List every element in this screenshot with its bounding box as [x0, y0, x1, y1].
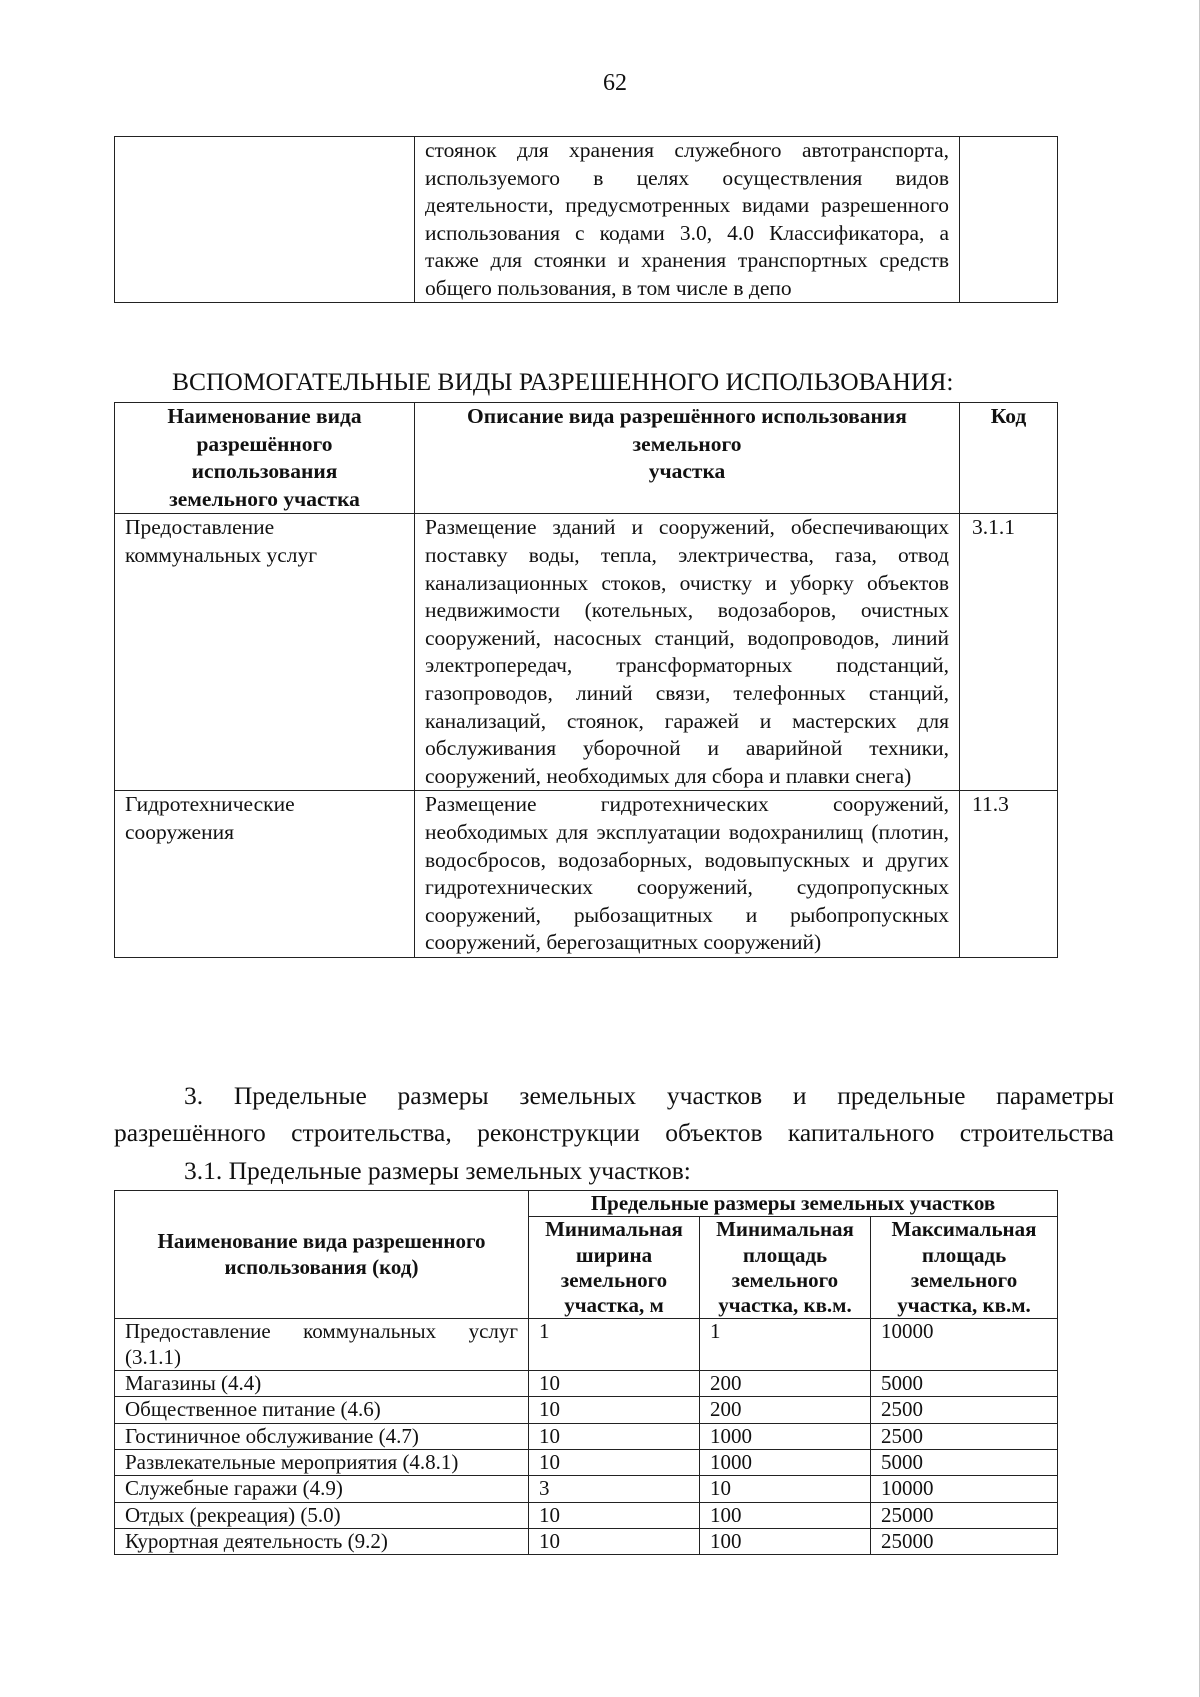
table-row: [115, 1319, 1058, 1371]
code-cell: 3.1.1: [960, 514, 1058, 791]
name-cell: Гостиничное обслуживание (4.7): [115, 1423, 529, 1449]
name-cell: Развлекательные мероприятия (4.8.1): [115, 1449, 529, 1475]
header-name: Наименование вида разрешенного использования (код): [115, 1191, 529, 1319]
table-row: [115, 791, 1058, 958]
header-line: земельного участка: [169, 486, 360, 511]
table-row: [115, 1423, 1058, 1449]
max-area-cell: 2500: [871, 1423, 1058, 1449]
min-area-cell: 100: [700, 1502, 871, 1528]
description-cell: Размещение зданий и сооружений, обеспечивающих поставку воды, тепла, электричества, газа, отвод канализационных стоков, очистку и уборку объектов недвижимости (котельных, водозаборов, очистных сооружений, насосных станций, водопроводов, линий электропередач, трансформаторных подстанций, газопроводов, линий связи, телефонных станций, канализаций, стоянок, гаражей и мастерских для обслуживания уборочной и аварийной техники, сооружений, необходимых для сбора и плавки снега): [415, 514, 960, 791]
section-3-1-title: 3.1. Предельные размеры земельных участков:: [184, 1156, 691, 1185]
name-cell: Предоставление коммунальных услуг: [115, 514, 415, 791]
name-cell: [115, 137, 415, 303]
header-line: Наименование вида: [167, 404, 362, 428]
min-area-cell: 10: [700, 1476, 871, 1502]
min-width-cell: 1: [529, 1319, 700, 1371]
min-area-cell: 200: [700, 1397, 871, 1423]
max-area-cell: 5000: [871, 1371, 1058, 1397]
table-row: [115, 1528, 1058, 1554]
min-area-cell: 200: [700, 1371, 871, 1397]
code-cell: 11.3: [960, 791, 1058, 958]
max-area-cell: 25000: [871, 1528, 1058, 1554]
name-cell: Курортная деятельность (9.2): [115, 1528, 529, 1554]
table-row: [115, 1476, 1058, 1502]
min-width-cell: 3: [529, 1476, 700, 1502]
header-line: участка: [648, 459, 726, 484]
max-area-cell: 5000: [871, 1449, 1058, 1475]
table-header-row: [115, 1191, 1058, 1217]
header-max-area: Максимальная площадь земельного участка, кв.м.: [871, 1217, 1058, 1319]
section-3-line-1: 3. Предельные размеры земельных участков и предельные параметры: [184, 1081, 1114, 1110]
table-header-row: [115, 403, 1058, 514]
auxiliary-table: [114, 402, 1058, 958]
section-3-line-2: разрешённого строительства, реконструкции объектов капитального строительства: [114, 1118, 1114, 1147]
min-area-cell: 1: [700, 1319, 871, 1371]
header-code: Код: [960, 403, 1058, 514]
min-width-cell: 10: [529, 1502, 700, 1528]
continuation-table: [114, 136, 1058, 303]
min-area-cell: 1000: [700, 1423, 871, 1449]
header-group: Предельные размеры земельных участков: [529, 1191, 1058, 1217]
min-width-cell: 10: [529, 1423, 700, 1449]
name-cell: Отдых (рекреация) (5.0): [115, 1502, 529, 1528]
page-number: 62: [603, 70, 627, 96]
header-min-width: Минимальная ширина земельного участка, м: [529, 1217, 700, 1319]
min-width-cell: 10: [529, 1397, 700, 1423]
min-width-cell: 10: [529, 1371, 700, 1397]
name-cell: Общественное питание (4.6): [115, 1397, 529, 1423]
table-row: [115, 1397, 1058, 1423]
name-cell: Служебные гаражи (4.9): [115, 1476, 529, 1502]
table-row: [115, 137, 1058, 303]
min-width-cell: 10: [529, 1528, 700, 1554]
min-area-cell: 1000: [700, 1449, 871, 1475]
name-cell: Магазины (4.4): [115, 1371, 529, 1397]
header-line: Описание вида разрешённого использования: [467, 404, 907, 428]
description-cell: Размещение гидротехнических сооружений, необходимых для эксплуатации водохранилищ (плотин, водосбросов, водозаборных, водовыпускных и других гидротехнических сооружений, судопропускных сооружений, рыбозащитных и рыбопропускных сооружений, берегозащитных сооружений): [415, 791, 960, 958]
description-cell: стоянок для хранения служебного автотранспорта, используемого в целях осуществления видов деятельности, предусмотренных видами разрешенного использования с кодами 3.0, 4.0 Классификатора, а также для стоянки и хранения транспортных средств общего пользования, в том числе в депо: [415, 137, 960, 303]
header-line: разрешённого: [196, 431, 333, 456]
table-row: [115, 514, 1058, 791]
header-description: [415, 403, 960, 514]
header-line: использования: [191, 459, 338, 484]
table-row: [115, 1371, 1058, 1397]
name-cell: Гидротехнические сооружения: [115, 791, 415, 958]
max-area-cell: 10000: [871, 1476, 1058, 1502]
limits-table: [114, 1190, 1058, 1555]
header-name: [115, 403, 415, 514]
max-area-cell: 25000: [871, 1502, 1058, 1528]
table-row: [115, 1502, 1058, 1528]
max-area-cell: 10000: [871, 1319, 1058, 1371]
table-row: [115, 1449, 1058, 1475]
name-cell: Предоставление коммунальных услуг (3.1.1): [115, 1319, 529, 1371]
auxiliary-heading: ВСПОМОГАТЕЛЬНЫЕ ВИДЫ РАЗРЕШЕННОГО ИСПОЛЬЗОВАНИЯ:: [172, 367, 954, 396]
min-area-cell: 100: [700, 1528, 871, 1554]
header-min-area: Минимальная площадь земельного участка, кв.м.: [700, 1217, 871, 1319]
header-line: земельного: [632, 431, 742, 456]
min-width-cell: 10: [529, 1449, 700, 1475]
code-cell: [960, 137, 1058, 303]
max-area-cell: 2500: [871, 1397, 1058, 1423]
